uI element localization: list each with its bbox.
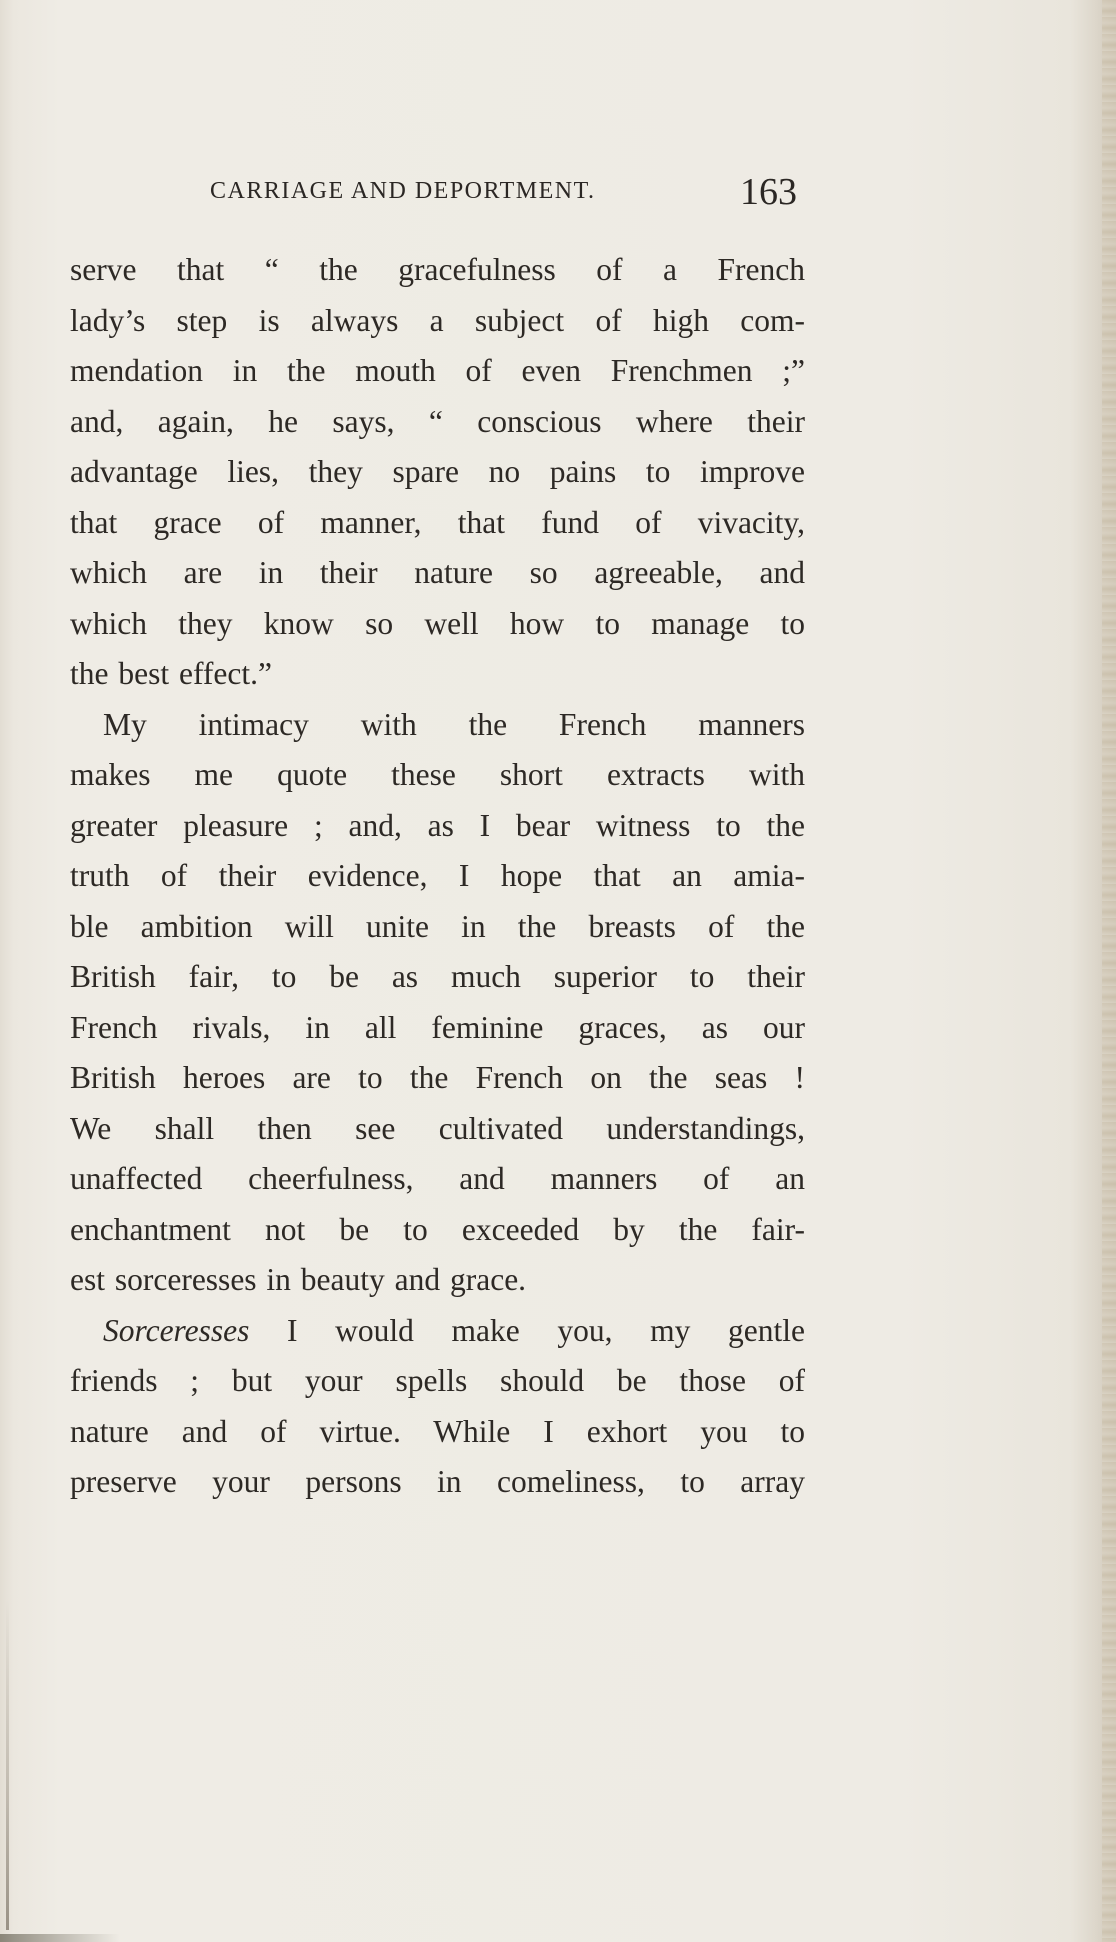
text-line: My intimacy with the French manners	[103, 706, 805, 742]
text-line: greater pleasure ; and, as I bear witness to the	[70, 807, 805, 843]
text-line: French rivals, in all feminine graces, as our	[70, 1009, 805, 1045]
text-line: the best effect.”	[70, 656, 272, 691]
text-line: and, again, he says, “ conscious where their	[70, 403, 805, 439]
text-line: British fair, to be as much superior to their	[70, 959, 805, 994]
text-line	[70, 1306, 805, 1357]
text-line: advantage lies, they spare no pains to improve	[70, 454, 805, 489]
running-head: CARRIAGE AND DEPORTMENT.	[210, 178, 596, 204]
page-number: 163	[740, 171, 797, 213]
text-line: truth of their evidence, I hope that an amia-	[70, 858, 805, 893]
text-line: We shall then see cultivated understandings,	[70, 1110, 805, 1146]
text-line: ble ambition will unite in the breasts of the	[70, 908, 805, 944]
body-text	[70, 245, 805, 1508]
text-line: British heroes are to the French on the seas !	[70, 1060, 805, 1095]
text-line: that grace of manner, that fund of vivacity,	[70, 504, 805, 540]
text-line: which are in their nature so agreeable, and	[70, 555, 805, 590]
text-line: preserve your persons in comeliness, to array	[70, 1464, 805, 1499]
page-header	[70, 170, 810, 220]
text-span: I would make you, my gentle	[249, 1312, 805, 1348]
text-line: makes me quote these short extracts with	[70, 757, 805, 792]
text-line: lady’s step is always a subject of high com-	[70, 302, 805, 338]
page-edge-bottom	[0, 1934, 120, 1942]
text-line: nature and of virtue. While I exhort you to	[70, 1413, 805, 1449]
text-line: enchantment not be to exceeded by the fair-	[70, 1211, 805, 1247]
text-line: which they know so well how to manage to	[70, 605, 805, 641]
paragraph-3	[70, 1306, 805, 1508]
paragraph-1	[70, 245, 805, 700]
text-line: mendation in the mouth of even Frenchmen ;”	[70, 353, 805, 388]
text-line: unaffected cheerfulness, and manners of an	[70, 1161, 805, 1196]
page-edge-right	[1102, 0, 1116, 1942]
text-line: est sorceresses in beauty and grace.	[70, 1262, 527, 1297]
paragraph-2	[70, 700, 805, 1306]
page-edge-left	[6, 1600, 9, 1930]
text-line: friends ; but your spells should be those of	[70, 1363, 805, 1398]
italic-word: Sorceresses	[103, 1312, 250, 1348]
text-line: serve that “ the gracefulness of a French	[70, 252, 805, 287]
